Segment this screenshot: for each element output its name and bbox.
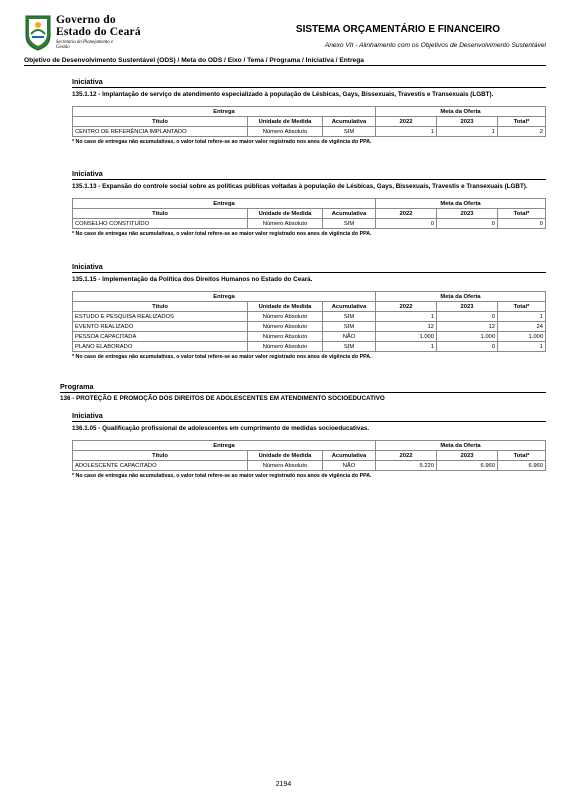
col-unidade: Unidade de Medida <box>248 302 323 312</box>
col-2022: 2022 <box>376 209 437 219</box>
cell-2023: 0 <box>437 312 498 322</box>
footnote: * No caso de entregas não acumulativas, o valor total refere-se ao maior valor registrado nos anos de vigência do PPA. <box>72 139 372 145</box>
initiative-label: Iniciativa <box>72 411 546 422</box>
cell-acumulativa: SIM <box>323 312 376 322</box>
cell-2023: 12 <box>437 322 498 332</box>
initiative-title: 136.1.05 - Qualificação profissional de adolescentes em cumprimento de medidas socioeducativas. <box>72 425 370 432</box>
col-total: Total* <box>498 451 546 461</box>
table-row <box>73 322 546 332</box>
initiative-section <box>72 169 546 237</box>
col-2023: 2023 <box>437 302 498 312</box>
cell-2023: 1.000 <box>437 332 498 342</box>
meta-header: Meta da Oferta <box>376 107 546 117</box>
col-total: Total* <box>498 117 546 127</box>
cell-titulo: ADOLESCENTE CAPACITADO <box>73 461 248 471</box>
cell-titulo: CONSELHO CONSTITUÍDO <box>73 219 248 229</box>
col-titulo: Título <box>73 209 248 219</box>
col-acumulativa: Acumulativa <box>323 117 376 127</box>
cell-acumulativa: NÃO <box>323 461 376 471</box>
table-row <box>73 332 546 342</box>
entrega-header: Entrega <box>73 107 376 117</box>
initiative-section <box>72 262 546 360</box>
col-total: Total* <box>498 209 546 219</box>
cell-2023: 1 <box>437 127 498 137</box>
delivery-table <box>72 440 546 471</box>
col-acumulativa: Acumulativa <box>323 302 376 312</box>
cell-total: 6.960 <box>498 461 546 471</box>
logo-subtitle: Secretaria do Planejamento e Gestão <box>56 40 113 50</box>
cell-2022: 5.220 <box>376 461 437 471</box>
meta-header: Meta da Oferta <box>376 199 546 209</box>
cell-acumulativa: SIM <box>323 342 376 352</box>
col-2022: 2022 <box>376 302 437 312</box>
entrega-header: Entrega <box>73 292 376 302</box>
cell-unidade: Número Absoluto <box>248 332 323 342</box>
cell-2022: 0 <box>376 219 437 229</box>
cell-acumulativa: SIM <box>323 322 376 332</box>
cell-acumulativa: NÃO <box>323 332 376 342</box>
footnote: * No caso de entregas não acumulativas, o valor total refere-se ao maior valor registrado nos anos de vigência do PPA. <box>72 354 372 360</box>
cell-acumulativa: SIM <box>323 219 376 229</box>
cell-total: 1 <box>498 312 546 322</box>
cell-2022: 1 <box>376 342 437 352</box>
col-2023: 2023 <box>437 209 498 219</box>
program-label: Programa <box>60 382 546 393</box>
logo-line1: Governo do <box>56 14 116 26</box>
entrega-header: Entrega <box>73 199 376 209</box>
delivery-table <box>72 291 546 352</box>
annex-title: Anexo VII - Alinhamento com os Objetivos de Desenvolvimento Sustentável <box>324 42 546 49</box>
col-unidade: Unidade de Medida <box>248 209 323 219</box>
cell-total: 0 <box>498 219 546 229</box>
page-header <box>24 10 546 55</box>
cell-titulo: CENTRO DE REFERÊNCIA IMPLANTADO <box>73 127 248 137</box>
col-titulo: Título <box>73 117 248 127</box>
state-emblem-icon <box>24 12 52 52</box>
delivery-table <box>72 198 546 229</box>
table-row <box>73 312 546 322</box>
cell-total: 24 <box>498 322 546 332</box>
cell-unidade: Número Absoluto <box>248 461 323 471</box>
cell-2022: 1.000 <box>376 332 437 342</box>
col-2022: 2022 <box>376 117 437 127</box>
col-unidade: Unidade de Medida <box>248 451 323 461</box>
initiative-title: 135.1.13 - Expansão do controle social sobre as políticas públicas voltadas à população de Lésbicas, Gays, Bissexuais, Travestis e Transexuais (LGBT). <box>72 183 528 190</box>
meta-header: Meta da Oferta <box>376 292 546 302</box>
table-row <box>73 127 546 137</box>
cell-unidade: Número Absoluto <box>248 322 323 332</box>
cell-acumulativa: SIM <box>323 127 376 137</box>
cell-unidade: Número Absoluto <box>248 219 323 229</box>
col-2023: 2023 <box>437 451 498 461</box>
cell-unidade: Número Absoluto <box>248 127 323 137</box>
entrega-header: Entrega <box>73 441 376 451</box>
cell-total: 1 <box>498 342 546 352</box>
system-title: SISTEMA ORÇAMENTÁRIO E FINANCEIRO <box>295 24 500 35</box>
cell-unidade: Número Absoluto <box>248 342 323 352</box>
cell-total: 1.000 <box>498 332 546 342</box>
initiative-title: 135.1.15 - Implementação da Política dos Direitos Humanos no Estado do Ceará. <box>72 276 313 283</box>
program-title: 136 - PROTEÇÃO E PROMOÇÃO DOS DIREITOS DE ADOLESCENTES EM ATENDIMENTO SOCIOEDUCATIVO <box>60 395 385 402</box>
initiative-label: Iniciativa <box>72 169 546 180</box>
col-acumulativa: Acumulativa <box>323 209 376 219</box>
initiative-section <box>72 411 546 479</box>
table-row <box>73 461 546 471</box>
delivery-table <box>72 106 546 137</box>
cell-titulo: PESSOA CAPACITADA <box>73 332 248 342</box>
initiative-section <box>72 77 546 145</box>
meta-header: Meta da Oferta <box>376 441 546 451</box>
cell-titulo: ESTUDO E PESQUISA REALIZADOS <box>73 312 248 322</box>
initiative-label: Iniciativa <box>72 262 546 273</box>
cell-2023: 0 <box>437 342 498 352</box>
initiative-title: 135.1.12 - Implantação de serviço de atendimento especializado à população de Lésbicas, Gays, Bissexuais, Travestis e Transexuais (LGBT). <box>72 91 494 98</box>
objective-header: Objetivo de Desenvolvimento Sustentável (ODS) / Meta do ODS / Eixo / Tema / Programa / Iniciativa / Entrega <box>24 57 546 66</box>
logo-line2: Estado do Ceará <box>56 26 141 38</box>
col-acumulativa: Acumulativa <box>323 451 376 461</box>
cell-2023: 6.960 <box>437 461 498 471</box>
page-number: 2194 <box>275 781 292 788</box>
table-row <box>73 342 546 352</box>
col-titulo: Título <box>73 302 248 312</box>
col-2023: 2023 <box>437 117 498 127</box>
cell-unidade: Número Absoluto <box>248 312 323 322</box>
program-section <box>60 382 546 402</box>
cell-titulo: EVENTO REALIZADO <box>73 322 248 332</box>
col-titulo: Título <box>73 451 248 461</box>
cell-2022: 1 <box>376 127 437 137</box>
government-logo <box>24 10 164 55</box>
table-row <box>73 219 546 229</box>
footnote: * No caso de entregas não acumulativas, o valor total refere-se ao maior valor registrado nos anos de vigência do PPA. <box>72 473 372 479</box>
initiative-label: Iniciativa <box>72 77 546 88</box>
cell-total: 2 <box>498 127 546 137</box>
col-2022: 2022 <box>376 451 437 461</box>
cell-2022: 1 <box>376 312 437 322</box>
col-total: Total* <box>498 302 546 312</box>
cell-2023: 0 <box>437 219 498 229</box>
cell-2022: 12 <box>376 322 437 332</box>
col-unidade: Unidade de Medida <box>248 117 323 127</box>
cell-titulo: PLANO ELABORADO <box>73 342 248 352</box>
footnote: * No caso de entregas não acumulativas, o valor total refere-se ao maior valor registrado nos anos de vigência do PPA. <box>72 231 372 237</box>
